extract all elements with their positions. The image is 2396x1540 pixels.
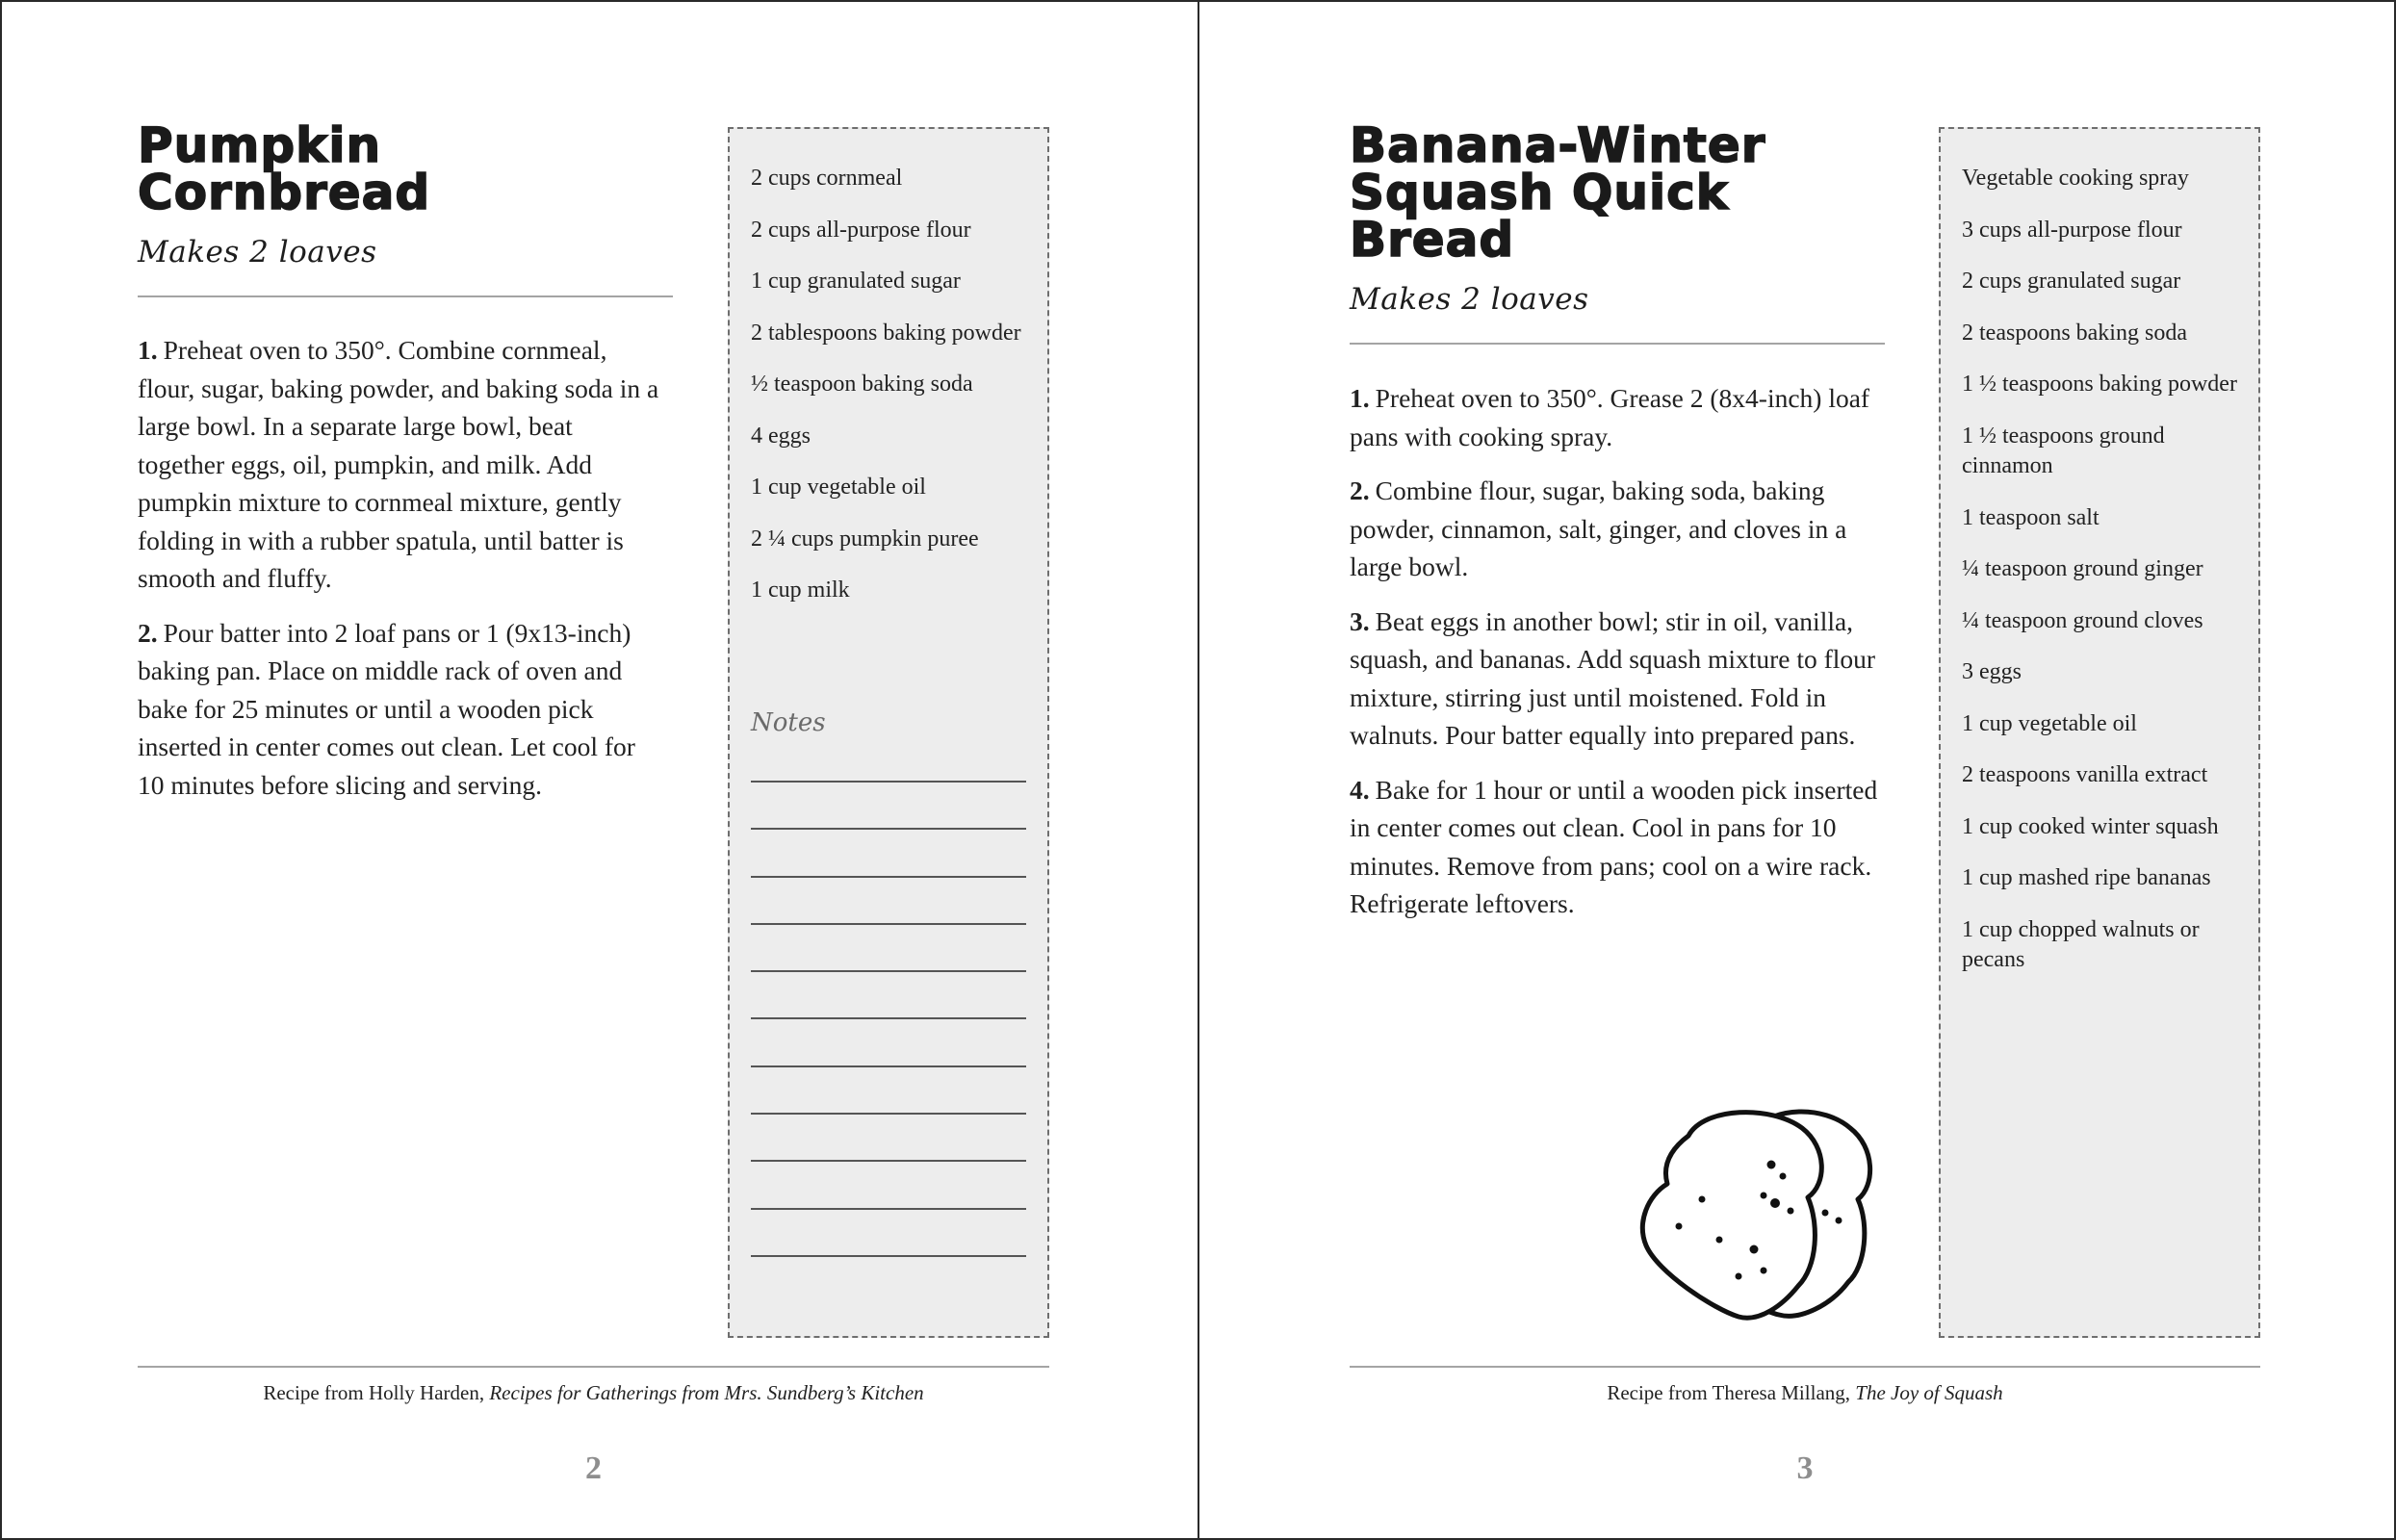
ingredient-item: 2 tablespoons baking powder: [751, 320, 1021, 346]
ingredient-item: 3 cups all-purpose flour: [1962, 217, 2182, 243]
ingredients-panel: [1939, 127, 2260, 1338]
title-line-2: Squash Quick: [1350, 165, 1730, 220]
note-line: [751, 923, 1026, 925]
recipe-steps: [1350, 379, 1885, 939]
note-line: [751, 1113, 1026, 1115]
ingredient-item: 2 teaspoons baking soda: [1962, 320, 2187, 346]
recipe-yield: Makes 2 loaves: [1350, 282, 1589, 317]
ingredient-item: 2 ¼ cups pumpkin puree: [751, 526, 979, 552]
ingredient-item: 1 cup chopped walnuts or pecans: [1962, 916, 2200, 972]
ingredient-item: 1 ½ teaspoons baking powder: [1962, 372, 2237, 397]
title-divider: [138, 295, 673, 297]
ingredient-item: 1 cup cooked winter squash: [1962, 813, 2219, 839]
note-line: [751, 970, 1026, 972]
ingredient-item: 1 teaspoon salt: [1962, 504, 2100, 530]
ingredient-item: Vegetable cooking spray: [1962, 166, 2189, 191]
ingredient-item: 1 ½ teaspoons ground cinnamon: [1962, 423, 2165, 478]
recipe-credit: Recipe from Holly Harden, Recipes for Gatherings from Mrs. Sundberg’s Kitchen: [263, 1381, 924, 1404]
ingredients-panel: [728, 127, 1049, 1338]
ingredient-item: ¼ teaspoon ground cloves: [1962, 607, 2203, 633]
title-line-1: Pumpkin: [138, 117, 382, 173]
note-line: [751, 876, 1026, 878]
recipe-steps: [138, 331, 662, 820]
title-divider: [1350, 343, 1885, 345]
step-1: 1. Preheat oven to 350°. Grease 2 (8x4-inch) loaf pans with cooking spray.: [1350, 383, 1870, 451]
ingredient-item: ½ teaspoon baking soda: [751, 372, 973, 397]
title-line-3: Bread: [1350, 212, 1515, 268]
ingredient-item: 2 cups granulated sugar: [1962, 269, 2181, 294]
note-line: [751, 1017, 1026, 1019]
step-2: 2. Pour batter into 2 loaf pans or 1 (9x13-inch) baking pan. Place on middle rack of oven and bake for 25 minutes or until a wooden pick inserted in center comes out clean. Let cool for 10 minutes before slicing and serving.: [138, 617, 635, 800]
note-line: [751, 828, 1026, 830]
credit-source: Recipes for Gatherings from Mrs. Sundberg’s Kitchen: [489, 1381, 924, 1404]
recipe-title: [1350, 117, 1766, 268]
ingredient-list: [1962, 164, 2245, 997]
ingredient-item: 4 eggs: [751, 423, 811, 449]
recipe-title: [138, 117, 431, 220]
note-line: [751, 1208, 1026, 1210]
step-3: 3. Beat eggs in another bowl; stir in oil, vanilla, squash, and bananas. Add squash mixture to flour mixture, stirring just until moistened. Fold in walnuts. Pour batter equally into prepared pans.: [1350, 605, 1876, 750]
bread-slices-icon: [1638, 1103, 1898, 1332]
title-line-2: Cornbread: [138, 165, 431, 220]
ingredient-item: 1 cup vegetable oil: [1962, 710, 2137, 736]
ingredient-item: 3 eggs: [1962, 659, 2022, 684]
footer-divider: [138, 1366, 1049, 1368]
ingredient-item: ¼ teaspoon ground ginger: [1962, 556, 2203, 581]
step-2: 2. Combine flour, sugar, baking soda, baking powder, cinnamon, salt, ginger, and cloves in a large bowl.: [1350, 475, 1847, 581]
ingredient-item: 2 cups all-purpose flour: [751, 217, 971, 243]
recipe-credit: Recipe from Theresa Millang, The Joy of Squash: [1607, 1381, 2003, 1404]
note-line: [751, 1065, 1026, 1067]
step-4: 4. Bake for 1 hour or until a wooden pick inserted in center comes out clean. Cool in pans for 10 minutes. Remove from pans; cool on a wire rack. Refrigerate leftovers.: [1350, 774, 1878, 918]
step-1: 1. Preheat oven to 350°. Combine cornmeal, flour, sugar, baking powder, and baking soda in a large bowl. In a separate large bowl, beat together eggs, oil, pumpkin, and milk. Add pumpkin mixture to cornmeal mixture, gently folding in with a rubber spatula, until batter is smooth and fluffy.: [138, 335, 659, 593]
credit-source: The Joy of Squash: [1855, 1381, 2003, 1404]
ingredient-item: 1 cup milk: [751, 578, 850, 603]
ingredient-item: 1 cup mashed ripe bananas: [1962, 865, 2211, 890]
page-number: 3: [1796, 1450, 1814, 1486]
right-page: [1199, 0, 2396, 1540]
footer-divider: [1350, 1366, 2260, 1368]
note-line: [751, 1255, 1026, 1257]
note-line: [751, 1160, 1026, 1162]
ingredient-item: 2 cups cornmeal: [751, 166, 903, 191]
ingredient-list: [751, 164, 1034, 628]
note-line: [751, 781, 1026, 783]
page-number: 2: [585, 1450, 602, 1486]
notes-label: Notes: [751, 708, 826, 737]
title-line-1: Banana-Winter: [1350, 117, 1766, 173]
ingredient-item: 2 teaspoons vanilla extract: [1962, 762, 2208, 787]
ingredient-item: 1 cup vegetable oil: [751, 475, 926, 500]
recipe-yield: Makes 2 loaves: [138, 235, 377, 270]
ingredient-item: 1 cup granulated sugar: [751, 269, 961, 294]
